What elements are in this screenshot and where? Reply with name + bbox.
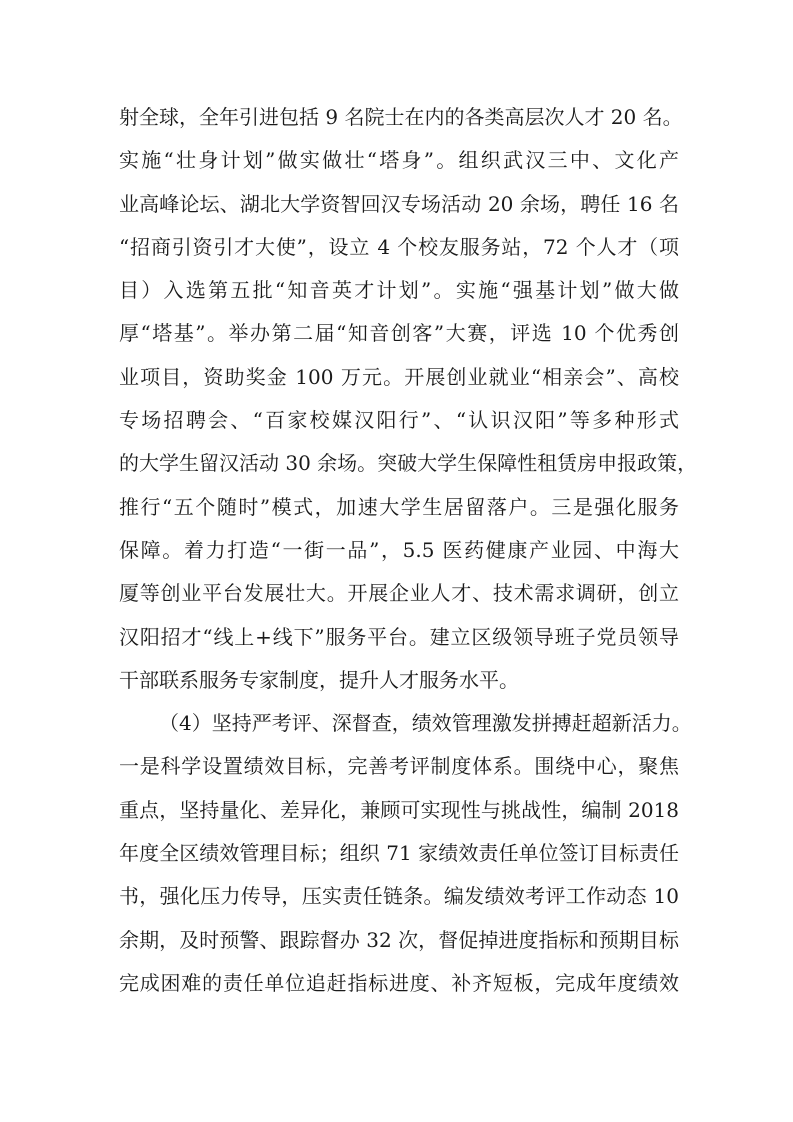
document-body [119,96,698,1005]
text-line: 推行“五个随时”模式，加速大学生居留落户。三是强化服务 [119,494,679,519]
text-line: 一是科学设置绩效目标，完善考评制度体系。围绕中心，聚焦 [119,754,679,779]
text-line: 保障。着力打造“一街一品”，5.5 医药健康产业园、中海大 [119,537,679,562]
text-line: 业高峰论坛、湖北大学资智回汉专场活动 20 余场，聘任 16 名 [119,191,679,216]
text-line: 汉阳招才“线上+线下”服务平台。建立区级领导班子党员领导 [119,624,679,649]
text-line: 厚“塔基”。举办第二届“知音创客”大赛，评选 10 个优秀创 [119,321,679,346]
text-line: 重点，坚持量化、差异化，兼顾可实现性与挑战性，编制 2018 [119,797,679,822]
text-line: 余期，及时预警、跟踪督办 32 次，督促掉进度指标和预期目标 [119,927,679,952]
text-line: 的大学生留汉活动 30 余场。突破大学生保障性租赁房申报政策， [119,451,698,476]
text-line: 专场招聘会、“百家校媒汉阳行”、“认识汉阳”等多种形式 [119,408,679,433]
text-line: 年度全区绩效管理目标；组织 71 家绩效责任单位签订目标责任 [119,841,679,866]
text-line: 目）入选第五批“知音英才计划”。实施“强基计划”做大做 [119,278,679,303]
text-line: 射全球，全年引进包括 9 名院士在内的各类高层次人才 20 名。 [119,105,683,129]
text-line: 业项目，资助奖金 100 万元。开展创业就业“相亲会”、高校 [119,364,679,389]
paragraph-heading-line: （4）坚持严考评、深督查，绩效管理激发拼搏赶超新活力。 [159,711,692,736]
text-line: 实施“壮身计划”做实做壮“塔身”。组织武汉三中、文化产 [119,148,679,173]
text-line: 厦等创业平台发展壮大。开展企业人才、技术需求调研，创立 [119,581,679,606]
text-line: 干部联系服务专家制度，提升人才服务水平。 [119,667,519,692]
text-line: 完成困难的责任单位追赶指标进度、补齐短板，完成年度绩效 [119,970,679,995]
text-line: “招商引资引才大使”，设立 4 个校友服务站，72 个人才（项 [119,234,679,259]
text-line: 书，强化压力传导，压实责任链条。编发绩效考评工作动态 10 [119,884,679,909]
